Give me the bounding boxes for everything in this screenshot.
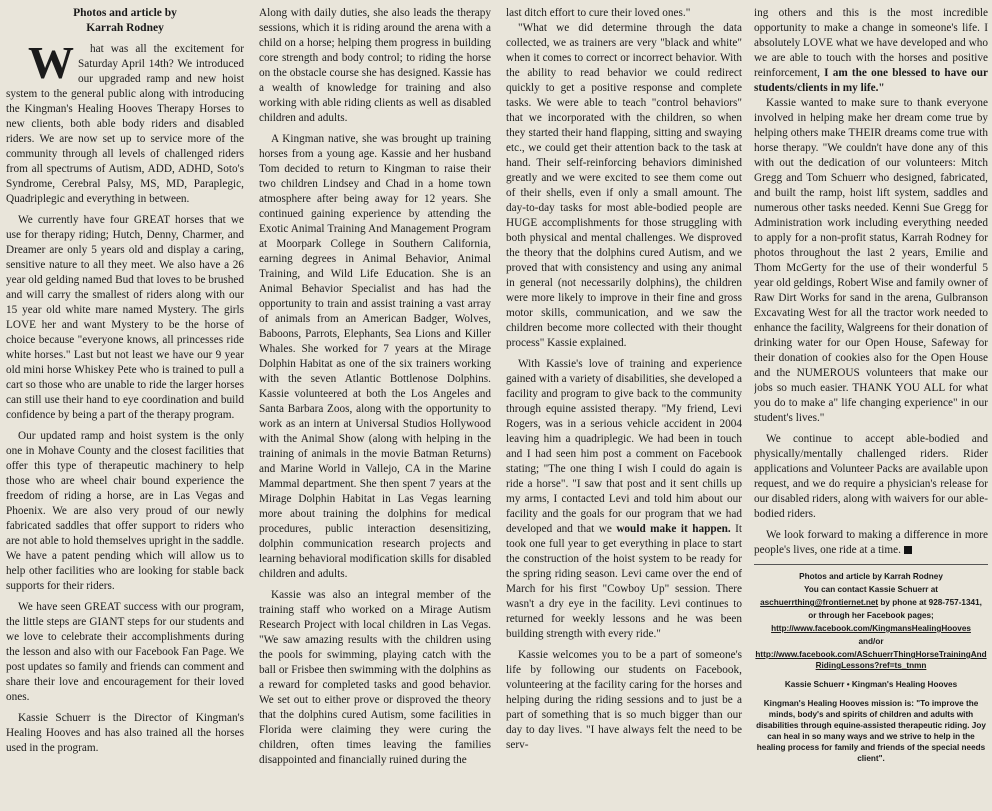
article-paragraph: Kassie wanted to make sure to thank everyone involved in helping make her dream come true by helping others make THEIR dreams come true with horse therapy. "We couldn't have done any of this with out the dedication of our volunteers: Mitch Gregg and Tom Schuerr who designed, fabricated, and built the ramp, hoist lift system, saddles and numerous other tasks needed. Kenni Sue Gregg for Administration work including everything needed to apply for a non-profit status, Karrah Rodney for photos throughout the last 2 years, Emilie and Thom McGerty for the use of their wonderful 5 year old geldings, Robert Wise and family owner of Raw Dirt Works for sand in the arena, Gulbranson Excavating West for all the tractor work needed to enhance the facility, Walgreens for their donation of drinking water for our Open House, Safeway for their donation of cookies also for the Open House and the NUMEROUS volunteers that make our jobs so much easier. THANK YOU ALL for what you do to make a" life changing experience" in our student's lives." [754,97,988,424]
article-paragraph: A Kingman native, she was brought up training horses from a young age. Kassie and her husband Tom decided to return to Kingman to raise their two children Lindsey and Chad in a home town atmosphere after being away for 12 years. She continued gaining experience by attending the Exotic Animal Training And Management Program at Moorpark College in Southern California, earning degrees in Animal Behavior, Animal Training, and Wild Life Education. She is an Animal Behavior Specialist and has had the opportunity to train and assist training a vast array of animals from an American Badger, Wolves, Baboons, Parrots, Elephants, Sea Lions and Killer Whales. She worked for 7 years at the Mirage Dolphin Habitat as one of the six trainers working with the seven Atlantic Bottlenose Dolphins. Kassie volunteered at both the Los Angeles and Santa Barbara Zoos, along with the opportunity to work as an intern at Universal Studios Hollywood with the Animal Show (along with helping in the training of animals in the movie Batman Returns) and Marine World in Vallejo, CA in the Marine Mammal department. She then spent 7 years at the Mirage Dolphin Habitat in Las Vegas learning more about training the dolphins for medical procedures, public interaction desensitizing, dolphin communication research projects and learning behavioral modification skills for disabled children and adults. [259,133,491,580]
mission-statement: Kingman's Healing Hooves mission is: "To improve the minds, body's and spirits of children and adults with disabilities through equine-assisted therapeutic riding. Joy can heal in so many ways and we strive to help in the healing process for family and friends of the special needs client". [756,699,986,763]
article-paragraph: We continue to accept able-bodied and physically/mentally challenged riders. Rider applications and Volunteer Packs are available upon request, and we do require a physician's release for our disabled riders, along with waivers for our able-bodied riders. [754,433,988,520]
contact-line: or through her Facebook pages; [808,611,934,620]
contact-line: and/or [858,637,884,646]
end-mark-icon [904,546,912,554]
divider [754,564,988,565]
emphasis-text: would make it happen. [616,523,731,535]
contact-line [754,597,988,608]
article-paragraph [6,37,244,207]
article-paragraph: "What we did determine through the data collected, we as trainers are very "black and white" when it comes to correct or incorrect behavior. With the ability to read behavior we could redirect quickly to get a positive response and complete tasks. We were able to teach "control behaviors" that we incorporated with the children, so when they started their hand flapping, sitting and swaying etc., we could get their attention back to the task at hand. Their self-reinforcing behaviors diminished greatly and we were excited to see them come out of their shells, even if only a small amount. The day-to-day tasks for most able-bodied people are HUGE accomplishments for those struggling with both physical and mental challenges. We disproved the theory that the dolphins cured Autism, and we proved that with consistency and using any animal in general (not necessarily dolphins), the children were more likely to improve in their fine and gross motor skills, communication, and we saw the children become more collected with their thought process" Kassie explained. [506,22,742,349]
byline [6,6,244,36]
article-paragraph [754,6,988,96]
contact-credit: Photos and article by Karrah Rodney [799,572,943,581]
contact-line: You can contact Kassie Schuerr at [803,585,939,594]
facebook-link-2[interactable]: http://www.facebook.com/ASchuerrThingHorseTrainingAndRidingLessons?ref=ts_tnmn [755,650,987,670]
contact-box [754,571,988,764]
article-paragraph-text: hat was all the excitement for Saturday April 14th? We introduced our upgraded ramp and new hoist system to the general public along with introducing the Kingman's Healing Hooves Therapy Horses to new clients, both able body riders and disabled riders. We are now set up to service more of the community through all levels of challenged riders from all spectrums of Autism, ADD, ADHD, Soto's Syndrome, Cerebral Palsy, MS, MD, Paraplegic, Quadriplegic and everything in between. [6,43,244,205]
article-paragraph-text: With Kassie's love of training and experience gained with a variety of disabilities, she developed a facility and program to give back to the community through equine assisted therapy. "My friend, Levi Rogers, was in a serious vehicle accident in 2004 leaving him a quadriplegic. We had been in touch and I had seen him post a comment on Facebook stating; "The one thing I wish I could do again is ride a horse". "I saw that post and it sent chills up my arms, I contacted Levi and told him about our facility and the goals for our program that we had developed and that we [506,358,742,535]
emphasis-text: I am the one blessed to have our students/clients in my life." [754,67,988,94]
article-paragraph: last ditch effort to cure their loved ones." [506,7,691,19]
article-paragraph [754,528,988,558]
byline-line-2: Karrah Rodney [86,22,164,34]
article-paragraph-text: It took one full year to get everything in place to start the construction of the hoist system to be ready for the spring riding season. Levi came over the end of March for his first "Cowboy Up" session. There wasn't a dry eye in the facility. Levi continues to returned for weekly lessons and he was been building strength with every ride." [506,523,742,640]
photo-caption: Kassie Schuerr • Kingman's Healing Hooves [784,680,958,689]
article-paragraph: Our updated ramp and hoist system is the only one in Mohave County and the closest facilities that offer this type of therapeutic machinery to help those who are wheel chair bound experience the freedom of riding a horse, are in Las Vegas and Phoenix. We are also very proud of our newly fabricated saddles that offer support to riders who are not able to hold themselves upright in the saddle. We have a patent pending which will allow us to help other facilities who are looking for stable back supports for their riders. [6,430,244,592]
article-paragraph-text: We look forward to making a difference in more people's lives, one ride at a time. [754,529,988,556]
article-column-3 [506,6,742,809]
article-paragraph: Along with daily duties, she also leads the therapy sessions, which it is riding around the arena with a child on a horse; helping them progress in building core strength and body control; to riding the horse on the obstacle course she has designed. Kassie has a wealth of knowledge for training and also working with able riding clients as well as disabled children and adults. [259,7,491,124]
phone-text: by phone at 928-757-1341, [878,598,982,607]
facebook-link-1[interactable]: http://www.facebook.com/KingmansHealingHooves [771,624,971,633]
article-paragraph: We have seen GREAT success with our program, the little steps are GIANT steps for our students and we love to celebrate their accomplishments during the lesson and also with our Facebook Fan Page. We post updates so family and friends can comment and share their love and encouragement for their loved ones. [6,601,244,703]
article-column-1 [6,6,244,809]
article-paragraph-text: ing others and this is the most incredible opportunity to make a change in someone's life. I absolutely LOVE what we have developed and who we are able to touch with the horses and positive reinforcement, [754,7,988,79]
article-column-4 [754,6,988,809]
article-column-2 [259,6,491,809]
article-paragraph [506,357,742,642]
email-link[interactable]: aschuerrthing@frontiernet.net [760,598,879,607]
byline-line-1: Photos and article by [73,7,177,19]
drop-cap: W [28,37,74,88]
article-paragraph: We currently have four GREAT horses that we use for therapy riding; Hutch, Denny, Charmer, and Dreamer are only 5 years old and display a caring, sensitive nature to all they meet. We also have a 26 year old gelding named Bud that loves to be brushed and will carry the smallest of riders along with our 15 year old white mare named Mystery. The girls LOVE her and want Mystery to be the horse of choice because "everyone knows, all princesses ride white horses." Last but not least we have our 9 year old mini horse Whiskey Pete who is trained to pull a cart so those who are unable to ride the larger horses can still use their hand to eye coordination and build confidence by being a part of the therapy program. [6,214,244,421]
article-paragraph: Kassie was also an integral member of the training staff who worked on a Mirage Autism Research Project with local children in Las Vegas. "We saw amazing results with the children using the pools for swimming, playing catch with the ball or Frisbee then swimming with the dolphins as a reward for completed tasks and good behavior. We set out to either prove or disproved the theory that the dolphins cured Autism, some facilities in Florida were claiming they were curing the children, often times leaving the families disappointed and financially ruined during the [259,589,491,766]
article-paragraph: Kassie welcomes you to be a part of someone's life by following our students on Facebook, volunteering at the facility caring for the horses and helping during the riding sessions and to just be a part of something that is so much bigger than our day to day lives. "I have always felt the need to be serv- [506,649,742,751]
article-paragraph: Kassie Schuerr is the Director of Kingman's Healing Hooves and has also trained all the horses used in the program. [6,712,244,754]
